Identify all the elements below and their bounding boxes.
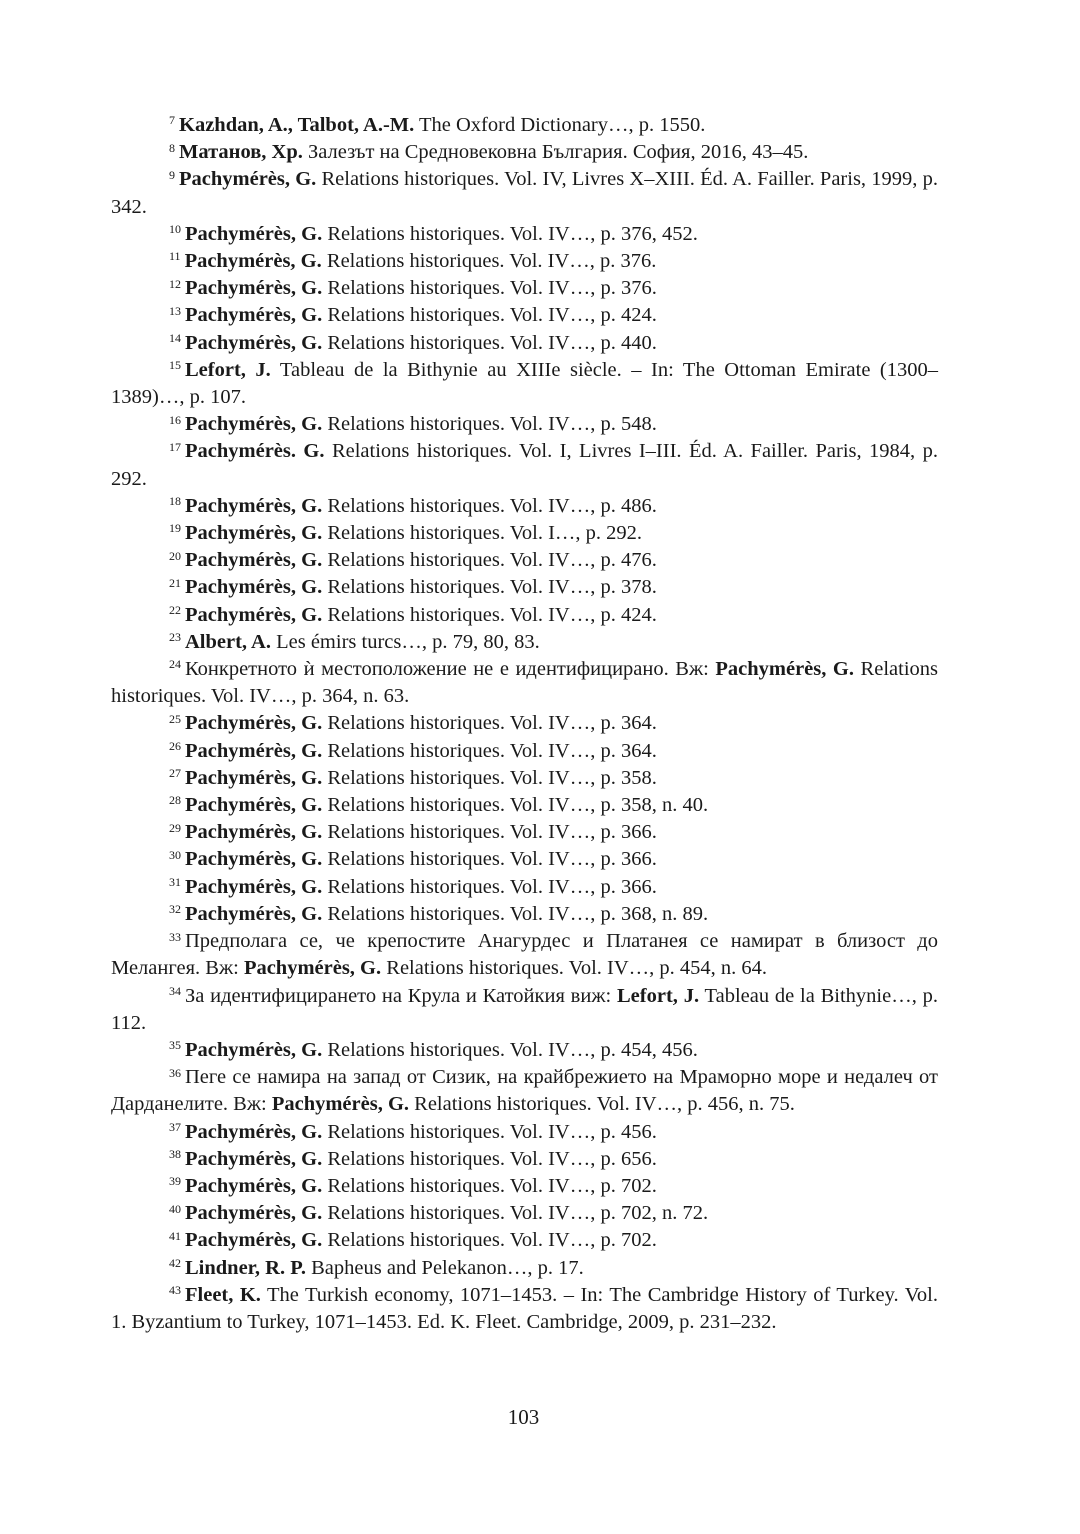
footnote-author: Pachymérès, G. [185, 739, 323, 762]
footnote-text: Relations historiques. Vol. IV…, p. 454, n. 64. [381, 957, 768, 980]
footnote [111, 248, 938, 275]
footnote-number: 40 [169, 1201, 181, 1216]
footnote [111, 357, 938, 411]
footnote-author: Lefort, J. [185, 358, 271, 381]
footnote-author: Pachymérès, G. [185, 902, 323, 925]
footnote-number: 15 [169, 358, 181, 373]
page-number: 103 [507, 1405, 540, 1429]
footnote-text: Relations historiques. Vol. IV…, p. 424. [322, 304, 657, 327]
footnote [111, 438, 938, 492]
footnote [111, 1119, 938, 1146]
footnote-number: 43 [169, 1283, 181, 1298]
footnote-number: 36 [169, 1065, 181, 1080]
footnote-number: 33 [169, 929, 181, 944]
footnote-number: 23 [169, 630, 181, 645]
footnote-number: 18 [169, 494, 181, 509]
footnote-number: 30 [169, 847, 181, 862]
footnote [111, 139, 938, 166]
footnote-number: 7 [169, 113, 175, 128]
footnote-text: Relations historiques. Vol. IV…, p. 440. [322, 331, 657, 354]
footnote-text: Relations historiques. Vol. IV…, p. 376. [322, 277, 657, 300]
footnote-author: Pachymérès, G. [185, 522, 323, 545]
footnote-author: Pachymérès, G. [271, 1093, 410, 1116]
footnote-text: Relations historiques. Vol. IV…, p. 376. [321, 250, 657, 273]
footnote-text: Tableau de la Bithynie au XIIIe siècle. – In: The Ottoman Emirate (1300–1389)…, p. 107. [111, 358, 938, 409]
footnote-text: Relations historiques. Vol. IV…, p. 358. [322, 766, 657, 789]
footnote-text: Relations historiques. Vol. IV…, p. 656. [322, 1147, 657, 1170]
footnote-text: Relations historiques. Vol. IV…, p. 702, n. 72. [322, 1202, 709, 1225]
footnote-number: 22 [169, 603, 181, 618]
footnote-text: Relations historiques. Vol. IV…, p. 476. [322, 549, 657, 572]
footnote-text: Relations historiques. Vol. IV…, p. 702. [322, 1229, 657, 1252]
footnote-text: Relations historiques. Vol. IV…, p. 456, n. 75. [409, 1093, 795, 1116]
footnote-author: Pachymérès, G. [185, 1038, 323, 1061]
footnote-text: Relations historiques. Vol. IV…, p. 424. [322, 603, 657, 626]
footnote-author: Pachymérès, G. [185, 603, 323, 626]
footnote-number: 26 [169, 739, 181, 754]
footnote-author: Pachymérès, G. [185, 1229, 323, 1252]
footnote-number: 32 [169, 902, 181, 917]
footnotes-block [111, 112, 938, 1336]
footnote-number: 13 [169, 303, 181, 318]
footnote-text: Relations historiques. Vol. I…, p. 292. [322, 522, 643, 545]
footnote-number: 10 [169, 222, 181, 237]
footnote-text: Relations historiques. Vol. IV…, p. 364. [322, 712, 657, 735]
footnote-author: Pachymérès, G. [185, 848, 323, 871]
footnote-author: Pachymérès, G. [715, 658, 855, 681]
footnote-number: 24 [169, 657, 181, 672]
footnote [111, 738, 938, 765]
footnote [111, 602, 938, 629]
footnote-author: Pachymérès, G. [185, 712, 323, 735]
footnote-author: Pachymérès, G. [185, 1202, 323, 1225]
footnote-text: Relations historiques. Vol. IV…, p. 702. [322, 1174, 657, 1197]
footnote-text: Relations historiques. Vol. IV…, p. 456. [322, 1120, 657, 1143]
footnote-author: Pachymérès, G. [185, 875, 323, 898]
footnote [111, 819, 938, 846]
footnote-number: 9 [169, 167, 175, 182]
footnote [111, 1064, 938, 1118]
footnote [111, 1173, 938, 1200]
footnote [111, 221, 938, 248]
footnote-text: Залезът на Средновековна България. София, 2016, 43–45. [302, 141, 809, 164]
footnote-number: 14 [169, 331, 181, 346]
footnote-number: 8 [169, 140, 175, 155]
footnote-author: Fleet, K. [185, 1283, 261, 1306]
footnote [111, 765, 938, 792]
footnote-number: 42 [169, 1255, 181, 1270]
footnote-text: Relations historiques. Vol. IV, Livres X–XIII. Éd. A. Failler. Paris, 1999, p. 342. [111, 168, 938, 218]
footnote-number: 25 [169, 711, 181, 726]
footnote-number: 34 [169, 983, 181, 998]
footnote-text: Relations historiques. Vol. IV…, p. 364. [322, 739, 657, 762]
footnote [111, 520, 938, 547]
footnote-text: Les émirs turcs…, p. 79, 80, 83. [270, 630, 540, 653]
footnote-number: 11 [169, 249, 181, 264]
footnote-text: Relations historiques. Vol. IV…, p. 454, 456. [322, 1038, 698, 1061]
footnote-text: Relations historiques. Vol. I, Livres I–III. Éd. A. Failler. Paris, 1984, p. 292. [111, 440, 938, 490]
footnote-author: Pachymérès, G. [185, 821, 323, 844]
footnote-author: Pachymérès, G. [185, 766, 323, 789]
footnote-text: Relations historiques. Vol. IV…, p. 548. [322, 413, 657, 436]
footnote-number: 19 [169, 521, 181, 536]
footnote [111, 710, 938, 737]
footnote [111, 901, 938, 928]
footnote [111, 656, 938, 710]
footnote [111, 330, 938, 357]
footnote-text: Relations historiques. Vol. IV…, p. 378. [322, 576, 657, 599]
footnote-text: Предполага се, че крепостите Анагурдес и Платанея се намират в близост до Мелангея. Вж: [111, 930, 938, 980]
footnote-text: The Turkish economy, 1071–1453. – In: The Cambridge History of Turkey. Vol. 1. Byzantium to Turkey, 1071–1453. Ed. K. Fleet. Cambridge, 2009, p. 231–232. [111, 1283, 938, 1333]
footnote-text: Пеге се намира на запад от Сизик, на крайбрежието на Мраморно море и недалеч от Дарданелите. Вж: [111, 1066, 938, 1116]
footnote-number: 31 [169, 875, 181, 890]
footnote-author: Pachymérès, G. [185, 413, 323, 436]
footnote [111, 928, 938, 982]
footnote-text: Relations historiques. Vol. IV…, p. 358, n. 40. [322, 794, 709, 817]
footnote-author: Матанов, Хр. [179, 141, 303, 164]
footnote [111, 112, 938, 139]
footnote-author: Pachymérès, G. [185, 794, 323, 817]
footnote-number: 28 [169, 793, 181, 808]
footnote [111, 1146, 938, 1173]
footnote-number: 29 [169, 820, 181, 835]
footnote-author: Lindner, R. P. [185, 1256, 306, 1279]
footnote [111, 411, 938, 438]
footnote [111, 275, 938, 302]
footnote-author: Pachymérès, G. [243, 957, 382, 980]
footnote-author: Pachymérès, G. [185, 304, 323, 327]
footnote [111, 1282, 938, 1336]
footnote-number: 17 [169, 439, 181, 454]
footnote-number: 20 [169, 548, 181, 563]
footnote-author: Pachymérès, G. [185, 331, 323, 354]
footnote [111, 846, 938, 873]
footnote-number: 35 [169, 1038, 181, 1053]
footnote-text: Конкретното ѝ местоположение не е идентифицирано. Вж: [185, 658, 716, 681]
footnote-number: 27 [169, 766, 181, 781]
footnote [111, 1200, 938, 1227]
footnote-text: Relations historiques. Vol. IV…, p. 366. [322, 821, 657, 844]
footnote [111, 792, 938, 819]
footnote-text: Tableau de la Bithynie…, p. 112. [111, 984, 939, 1034]
footnote-author: Lefort, J. [617, 984, 700, 1007]
footnote-author: Pachymérès, G. [185, 277, 323, 300]
footnote-author: Pachymérès, G. [185, 494, 323, 517]
footnote-text: Bapheus and Pelekanon…, p. 17. [305, 1256, 584, 1279]
footnote [111, 1037, 938, 1064]
footnote-number: 38 [169, 1147, 181, 1162]
footnote [111, 1227, 938, 1254]
footnote [111, 874, 938, 901]
footnote-number: 12 [169, 276, 181, 291]
footnote-number: 37 [169, 1119, 181, 1134]
footnote [111, 166, 938, 220]
footnote-number: 16 [169, 412, 181, 427]
footnote [111, 493, 938, 520]
footnote-author: Pachymérès, G. [185, 1174, 323, 1197]
footnote [111, 1255, 938, 1282]
footnote-author: Pachymérès. G. [185, 440, 325, 463]
footnote [111, 983, 938, 1037]
footnote-author: Pachymérès, G. [185, 576, 323, 599]
footnote-number: 39 [169, 1174, 181, 1189]
footnote-author: Pachymérès, G. [184, 250, 322, 273]
footnote-text: The Oxford Dictionary…, p. 1550. [414, 114, 706, 136]
footnote-number: 41 [169, 1228, 181, 1243]
footnote [111, 302, 938, 329]
footnote-author: Pachymérès, G. [185, 549, 323, 572]
footnote-author: Albert, A. [185, 630, 271, 653]
footnote-author: Kazhdan, A., Talbot, A.-M. [179, 114, 415, 136]
footnote [111, 629, 938, 656]
footnote-text: Relations historiques. Vol. IV…, p. 364, n. 63. [111, 658, 938, 708]
footnote [111, 547, 938, 574]
footnote-text: Relations historiques. Vol. IV…, p. 366. [322, 875, 657, 898]
footnote-text: Relations historiques. Vol. IV…, p. 376, 452. [322, 222, 698, 245]
footnote-author: Pachymérès, G. [185, 1147, 323, 1170]
footnote-author: Pachymérès, G. [185, 222, 323, 245]
footnote-number: 21 [169, 575, 181, 590]
footnote-text: Relations historiques. Vol. IV…, p. 368, n. 89. [322, 902, 709, 925]
footnote-text: Relations historiques. Vol. IV…, p. 486. [322, 494, 657, 517]
footnote-text: За идентифицирането на Крула и Катойкия виж: [185, 984, 617, 1007]
footnote-author: Pachymérès, G. [185, 1120, 323, 1143]
footnote-author: Pachymérès, G. [179, 168, 317, 191]
footnote [111, 574, 938, 601]
footnote-text: Relations historiques. Vol. IV…, p. 366. [322, 848, 657, 871]
